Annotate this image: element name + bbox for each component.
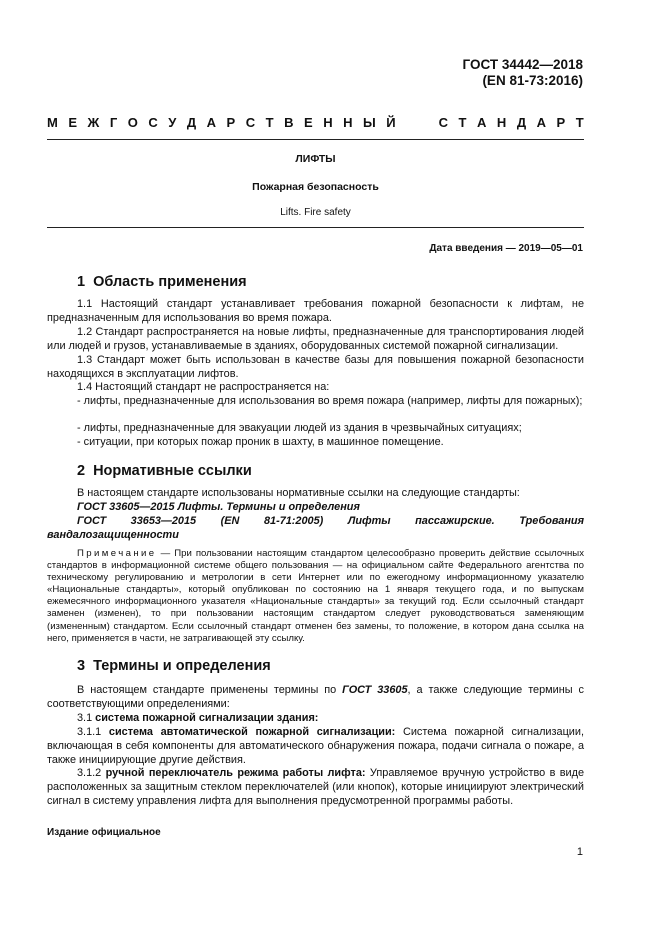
effective-date: Дата введения — 2019—05—01 [429,243,583,254]
banner-letter: А [477,115,487,130]
paragraph-1-3: 1.3 Стандарт может быть использован в качестве базы для повышения пожарной безопасности находящихся в эксплуатации лифтов. [47,354,584,380]
term-3-1-1 [47,726,584,767]
banner-letter: Н [343,115,353,130]
term-number: 3.1.1 [77,726,109,738]
banner-letter: Е [304,115,313,130]
bottom-divider [47,227,584,228]
term-name: ручной переключатель режима работы лифта: [105,767,366,779]
banner-letter: Ы [363,115,376,130]
section-title: Термины и определения [93,658,271,674]
list-item: - лифты, предназначенные для эвакуации людей из здания в чрезвычайных ситуациях; [77,422,522,434]
banner-letter: Н [496,115,507,130]
document-subtitle: Пожарная безопасность [252,181,379,193]
references-intro: В настоящем стандарте использованы нормативные ссылки на следующие стандарты: [77,487,520,499]
banner-letter: М [47,115,58,130]
term-name: система автоматической пожарной сигнализации: [108,726,396,738]
document-code [463,57,583,89]
banner-letter: С [148,115,158,130]
english-title: Lifts. Fire safety [280,207,351,218]
banner-letter: Е [68,115,78,130]
note-block [47,548,584,645]
paragraph-1-4: 1.4 Настоящий стандарт не распространяется на: [77,381,330,393]
section-title: Нормативные ссылки [93,463,252,479]
banner-letter: С [438,115,449,130]
note-lead: Примечание [77,548,157,559]
term-3-1 [47,712,584,726]
banner-letter: Т [265,115,274,130]
banner-letter: О [127,115,138,130]
section-number: 2 [77,463,86,479]
list-item: - лифты, предназначенные для использования во время пожара (например, лифты для пожарных); [77,395,583,407]
banner-letter: Т [575,115,584,130]
official-edition-label: Издание официальное [47,827,161,838]
interstate-standard-banner [47,115,584,130]
section-1-heading [77,274,247,290]
term-name: система пожарной сигнализации здания: [95,712,319,724]
term-3-1-2 [47,767,584,808]
page-number: 1 [576,846,583,858]
banner-letter: Й [386,115,396,130]
terms-intro-ref: ГОСТ 33605 [342,684,408,696]
banner-letter: Г [109,115,118,130]
reference-gost-33605: ГОСТ 33605—2015 Лифты. Термины и определения [77,501,360,513]
terms-intro-text: , а также следующие термины с соответствующими определениями: [47,684,584,710]
banner-letter: Д [516,115,527,130]
section-title: Область применения [93,274,247,290]
banner-letter: В [284,115,294,130]
banner-letter: Р [226,115,236,130]
list-item: - ситуации, при которых пожар проник в шахту, в машинное помещение. [77,436,444,448]
banner-letter: Т [458,115,467,130]
term-number: 3.1.2 [77,767,106,779]
terms-intro [47,684,584,712]
term-definition: Управляемое вручную устройство в виде расположенных за защитным стеклом переключателей (или кнопок), которые инициируют электрический сигнал в систему управления лифта для выполнения предусмотренной программы работы. [47,767,585,807]
banner-gap [406,115,428,130]
section-2-heading [77,463,252,479]
note-text: — При пользовании настоящим стандартом целесообразно проверить действие ссылочных стандартов в информационной системе общего пользования — на официальном сайте Федерального агентства по техническому регулированию и метрологии в сети Интернет или по ежегодному информационному указателю «Национальные стандарты», который опубликован по состоянию на 1 января текущего года, и по выпускам ежемесячного информационного указателя «Национальные стандарты» за текущий год. Если ссылочный стандарт заменен (изменен), то при пользовании настоящим стандартом следует руководствоваться заменяющим (измененным) стандартом. Если ссылочный стандарт отменен без замены, то положение, в котором дана ссылка на него, применяется в части, не затрагивающей эту ссылку. [47,548,584,644]
banner-letter: Н [323,115,333,130]
paragraph-1-2: 1.2 Стандарт распространяется на новые лифты, предназначенные для транспортирования людей или людей и грузов, устанавливаемые в зданиях, оборудованных системой пожарной сигнализации. [47,326,584,352]
banner-letter: Р [556,115,566,130]
paragraph-1-1: 1.1 Настоящий стандарт устанавливает требования пожарной безопасности к лифтам, не предназначенным для использования во время пожара. [47,298,584,324]
en-code: (EN 81-73:2016) [482,73,583,88]
reference-gost-33653: ГОСТ 33653—2015 (EN 81-71:2005) Лифты пассажирские. Требования вандалозащищенности [47,515,584,541]
gost-code: ГОСТ 34442—2018 [462,57,583,72]
banner-letter: Д [186,115,197,130]
banner-letter: Ж [87,115,100,130]
banner-letter: С [245,115,256,130]
banner-letter: А [206,115,217,130]
terms-intro-text: В настоящем стандарте применены термины по [77,684,343,696]
banner-letter: А [536,115,546,130]
term-definition: Система пожарной сигнализации, включающая в себя компоненты для автоматического обнаружения пожара, подачи сигнала о пожаре, а также инициирующие другие действия. [47,726,584,766]
section-3-heading [77,658,271,674]
section-number: 1 [77,274,86,290]
term-number: 3.1 [77,712,96,724]
section-number: 3 [77,658,86,674]
banner-letter: У [168,115,177,130]
top-divider [47,139,584,140]
document-title: ЛИФТЫ [295,153,336,165]
